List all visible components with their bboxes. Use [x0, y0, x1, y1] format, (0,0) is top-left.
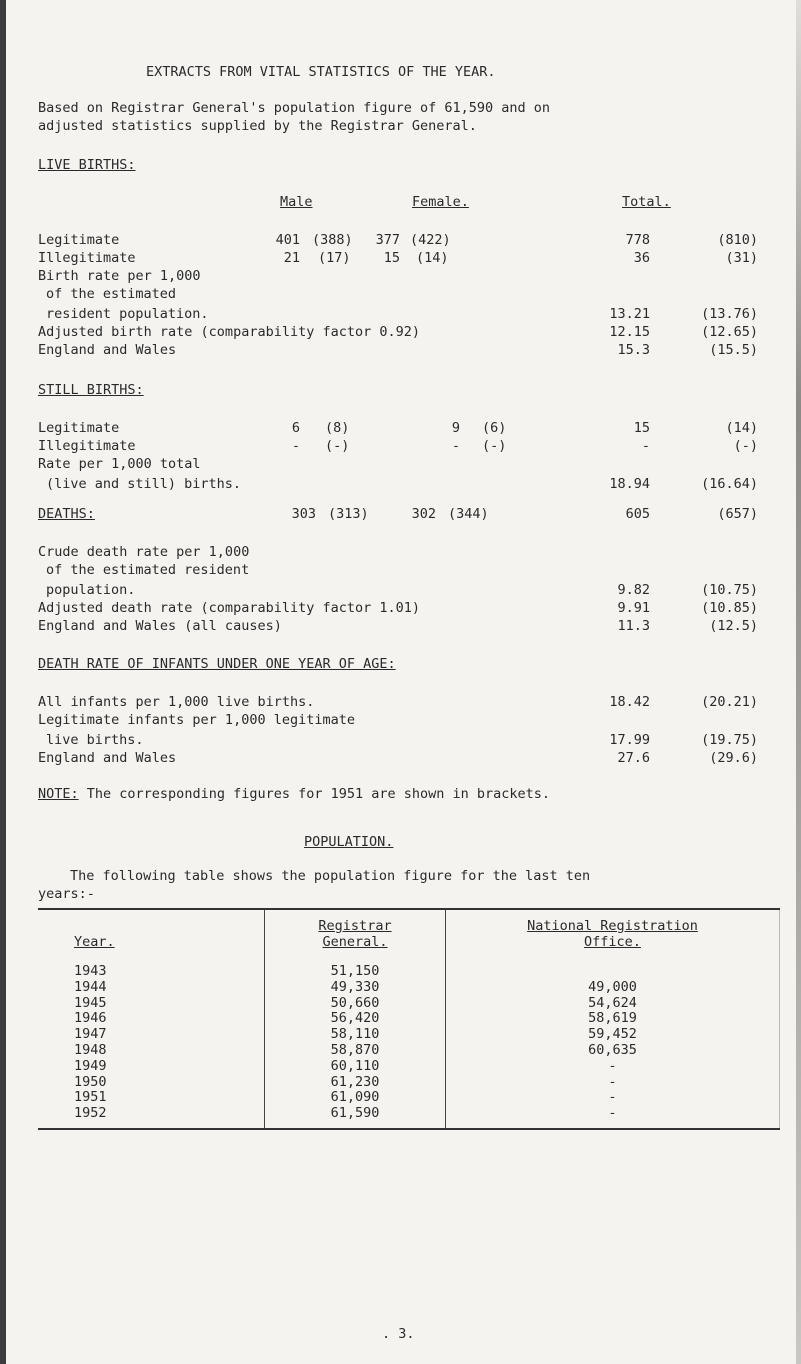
table-row [38, 1090, 780, 1106]
deaths-male: 303 [291, 506, 316, 522]
crude-death-label-2: of the estimated resident [46, 562, 250, 578]
national-cell: 59,452 [446, 1027, 780, 1043]
note-label: NOTE: [38, 786, 79, 802]
col-male-header: Male [280, 194, 313, 210]
table-row [38, 954, 780, 980]
year-cell: 1952 [38, 1106, 265, 1129]
col-registrar-header [265, 909, 446, 954]
still-legitimate-female-prev: (6) [482, 420, 507, 436]
infant-legit-label-2: live births. [46, 732, 144, 748]
still-illegitimate-female: - [451, 438, 460, 454]
col-registrar-label-2: General. [322, 934, 388, 950]
col-year-label: Year. [74, 934, 115, 950]
col-registrar-label-1: Registrar [318, 918, 392, 934]
adjusted-death-rate-prev: (10.85) [701, 600, 758, 616]
still-illegitimate-total: - [641, 438, 650, 454]
still-rate-label-2: (live and still) births. [46, 476, 242, 492]
year-cell: 1951 [74, 1089, 107, 1106]
col-national-header [446, 909, 780, 954]
deaths-male-prev: (313) [328, 506, 369, 522]
col-national-label-2: Office. [584, 934, 641, 950]
scan-right-edge [796, 0, 801, 1364]
national-cell: - [446, 1090, 780, 1106]
col-total-header: Total. [622, 194, 671, 210]
still-legitimate-total: 15 [633, 420, 650, 436]
intro-line-1: Based on Registrar General's population figure of 61,590 and on [38, 100, 551, 116]
still-legitimate-female: 9 [451, 420, 460, 436]
infant-england-label: England and Wales [38, 750, 177, 766]
note [38, 786, 550, 802]
year-cell: 1947 [74, 1026, 107, 1043]
infant-death-heading: DEATH RATE OF INFANTS UNDER ONE YEAR OF AGE: [38, 656, 396, 672]
population-intro-2: years:- [38, 886, 95, 902]
col-female-header: Female. [412, 194, 469, 210]
still-illegitimate-female-prev: (-) [482, 438, 507, 454]
live-illegitimate-label: Illegitimate [38, 250, 136, 266]
adjusted-birth-rate-prev: (12.65) [701, 324, 758, 340]
england-birth-rate-total: 15.3 [617, 342, 650, 358]
table-row [38, 1106, 780, 1129]
still-legitimate-male-prev: (8) [325, 420, 350, 436]
year-cell: 1945 [74, 994, 107, 1011]
registrar-cell: 58,110 [265, 1027, 446, 1043]
registrar-cell: 61,230 [265, 1075, 446, 1091]
registrar-cell: 58,870 [265, 1043, 446, 1059]
live-illegitimate-female: 15 [383, 250, 400, 266]
national-cell [446, 954, 780, 980]
infant-legit-total-prev: (19.75) [701, 732, 758, 748]
still-births-heading: STILL BIRTHS: [38, 382, 144, 398]
still-illegitimate-male-prev: (-) [325, 438, 350, 454]
live-legitimate-total-prev: (810) [717, 232, 758, 248]
adjusted-death-rate-label: Adjusted death rate (comparability factor 1.01) [38, 600, 421, 616]
year-cell: 1944 [74, 978, 107, 995]
still-legitimate-total-prev: (14) [725, 420, 758, 436]
col-year-header [38, 909, 265, 954]
still-rate-total-prev: (16.64) [701, 476, 758, 492]
live-illegitimate-male-prev: (17) [318, 250, 351, 266]
infant-all-total: 18.42 [609, 694, 650, 710]
col-national-label-1: National Registration [527, 918, 698, 934]
year-cell: 1946 [74, 1010, 107, 1027]
table-row [38, 1011, 780, 1027]
live-illegitimate-male: 21 [283, 250, 300, 266]
registrar-cell: 61,590 [265, 1106, 446, 1129]
adjusted-birth-rate-label: Adjusted birth rate (comparability factor 0.92) [38, 324, 421, 340]
table-row [38, 1027, 780, 1043]
intro-line-2: adjusted statistics supplied by the Registrar General. [38, 118, 477, 134]
infant-england-total-prev: (29.6) [709, 750, 758, 766]
national-cell: 49,000 [446, 980, 780, 996]
live-illegitimate-total-prev: (31) [725, 250, 758, 266]
live-legitimate-male: 401 [275, 232, 300, 248]
national-cell: 58,619 [446, 1011, 780, 1027]
page-title: EXTRACTS FROM VITAL STATISTICS OF THE YEAR. [146, 64, 496, 80]
adjusted-birth-rate-total: 12.15 [609, 324, 650, 340]
adjusted-death-rate-total: 9.91 [617, 600, 650, 616]
infant-all-label: All infants per 1,000 live births. [38, 694, 315, 710]
table-row [38, 1059, 780, 1075]
table-row [38, 980, 780, 996]
table-row [38, 996, 780, 1012]
england-birth-rate-label: England and Wales [38, 342, 177, 358]
registrar-cell: 61,090 [265, 1090, 446, 1106]
live-illegitimate-female-prev: (14) [416, 250, 449, 266]
infant-england-total: 27.6 [617, 750, 650, 766]
national-cell: - [446, 1059, 780, 1075]
note-text: The corresponding figures for 1951 are shown in brackets. [86, 786, 551, 802]
crude-death-total-prev: (10.75) [701, 582, 758, 598]
birth-rate-label-2: of the estimated [46, 286, 177, 302]
deaths-heading: DEATHS: [38, 506, 95, 522]
deaths-female: 302 [411, 506, 436, 522]
deaths-total-prev: (657) [717, 506, 758, 522]
still-legitimate-label: Legitimate [38, 420, 120, 436]
live-legitimate-label: Legitimate [38, 232, 120, 248]
england-birth-rate-prev: (15.5) [709, 342, 758, 358]
birth-rate-total-prev: (13.76) [701, 306, 758, 322]
national-cell: 54,624 [446, 996, 780, 1012]
year-cell: 1950 [74, 1073, 107, 1090]
crude-death-total: 9.82 [617, 582, 650, 598]
live-births-heading: LIVE BIRTHS: [38, 157, 136, 173]
national-cell: - [446, 1075, 780, 1091]
year-cell: 1949 [74, 1057, 107, 1074]
table-row [38, 1075, 780, 1091]
population-intro-1: The following table shows the population figure for the last ten [70, 868, 591, 884]
birth-rate-total: 13.21 [609, 306, 650, 322]
infant-all-total-prev: (20.21) [701, 694, 758, 710]
table-row [38, 1043, 780, 1059]
still-rate-label-1: Rate per 1,000 total [38, 456, 201, 472]
still-illegitimate-male: - [291, 438, 300, 454]
england-death-rate-label: England and Wales (all causes) [38, 618, 282, 634]
registrar-cell: 50,660 [265, 996, 446, 1012]
year-cell: 1943 [74, 963, 107, 979]
england-death-rate-total: 11.3 [617, 618, 650, 634]
live-illegitimate-total: 36 [633, 250, 650, 266]
deaths-total: 605 [625, 506, 650, 522]
still-rate-total: 18.94 [609, 476, 650, 492]
still-illegitimate-total-prev: (-) [733, 438, 758, 454]
registrar-cell: 49,330 [265, 980, 446, 996]
birth-rate-label-1: Birth rate per 1,000 [38, 268, 201, 284]
page-number: . 3. [382, 1326, 415, 1342]
infant-legit-total: 17.99 [609, 732, 650, 748]
england-death-rate-prev: (12.5) [709, 618, 758, 634]
still-illegitimate-label: Illegitimate [38, 438, 136, 454]
population-table [38, 908, 780, 1130]
registrar-cell: 51,150 [265, 954, 446, 980]
population-heading: POPULATION. [304, 834, 394, 850]
year-cell: 1948 [74, 1041, 107, 1058]
birth-rate-label-3: resident population. [46, 306, 209, 322]
live-legitimate-total: 778 [625, 232, 650, 248]
crude-death-label-1: Crude death rate per 1,000 [38, 544, 250, 560]
deaths-female-prev: (344) [448, 506, 489, 522]
infant-legit-label-1: Legitimate infants per 1,000 legitimate [38, 712, 355, 728]
live-legitimate-male-prev: (388) [312, 232, 353, 248]
national-cell: 60,635 [446, 1043, 780, 1059]
live-legitimate-female: 377 [375, 232, 400, 248]
crude-death-label-3: population. [46, 582, 136, 598]
still-legitimate-male: 6 [291, 420, 300, 436]
population-table-header [38, 909, 780, 954]
registrar-cell: 56,420 [265, 1011, 446, 1027]
registrar-cell: 60,110 [265, 1059, 446, 1075]
scan-left-edge [0, 0, 6, 1364]
live-legitimate-female-prev: (422) [410, 232, 451, 248]
national-cell: - [446, 1106, 780, 1129]
